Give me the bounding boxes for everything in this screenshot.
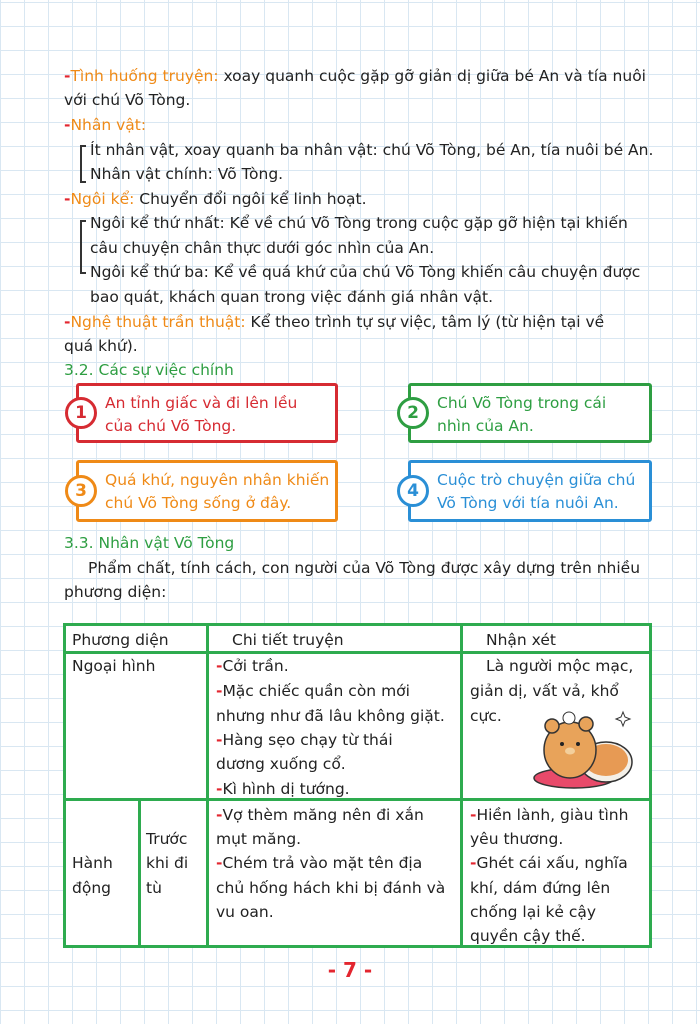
event-box-4 (408, 460, 652, 522)
event-number-1: 1 (65, 397, 97, 429)
row2-aspect-1: Hành (72, 854, 113, 872)
character-para-1: Phẩm chất, tính cách, con người của Võ Tòng được xây dựng trên nhiều (88, 559, 641, 577)
row1-detail-4: -Kì hình dị tướng. (216, 780, 350, 798)
row2-detail-2: -Chém trả vào mặt tên địa (216, 854, 423, 872)
table-header-comment: Nhận xét (486, 631, 556, 649)
ngoi-ke-label: Ngôi kể: (70, 190, 135, 208)
event-text-4: Cuộc trò chuyện giữa chú Võ Tòng với tía nuôi An. (437, 471, 636, 512)
row2-sub-2: khi đi (146, 854, 189, 872)
ngoi-ke-heading: -Ngôi kể: Chuyển đổi ngôi kể linh hoạt. (64, 190, 367, 208)
row1-comment-2: giản dị, vất vả, khổ (470, 682, 619, 700)
row2-detail-1b: mụt măng. (216, 830, 302, 848)
row1-detail-2: -Mặc chiếc quần còn mới (216, 682, 410, 700)
table-col-divider-1 (206, 626, 209, 945)
table-header-details: Chi tiết truyện (232, 631, 344, 649)
nghe-thuat-line2: quá khứ). (64, 337, 138, 355)
row2-detail-1: -Vợ thèm măng nên đi xắn (216, 806, 424, 824)
row2-comment-1b: yêu thương. (470, 830, 564, 848)
row1-aspect: Ngoại hình (72, 657, 156, 675)
row1-detail-3: -Hàng sẹo chạy từ thái (216, 731, 393, 749)
row2-comment-1: -Hiền lành, giàu tình (470, 806, 629, 824)
events-heading: 3.2. Các sự việc chính (64, 361, 234, 379)
row2-comment-2b: khí, dám đứng lên (470, 879, 611, 897)
nhan-vat-item-1: Ít nhân vật, xoay quanh ba nhân vật: chú Võ Tòng, bé An, tía nuôi bé An. (90, 141, 654, 159)
nhan-vat-item-2: Nhân vật chính: Võ Tòng. (90, 165, 284, 183)
row1-detail-3b: dương xuống cổ. (216, 755, 346, 773)
row1-detail-1: -Cởi trần. (216, 657, 289, 675)
event-box-3 (76, 460, 338, 522)
character-heading: 3.3. Nhân vật Võ Tòng (64, 534, 235, 552)
bear-sticker-icon (528, 700, 638, 790)
table-col-divider-2 (460, 626, 463, 945)
event-text-3: Quá khứ, nguyên nhân khiến chú Võ Tòng sống ở đây. (105, 471, 330, 512)
event-text-2: Chú Võ Tòng trong cái nhìn của An. (437, 394, 607, 435)
nghe-thuat-label: Nghệ thuật trần thuật: (70, 313, 246, 331)
page-number: - 7 - (327, 958, 373, 982)
table-subcol-divider (138, 798, 141, 945)
event-number-4: 4 (397, 475, 429, 507)
nghe-thuat-line1: -Nghệ thuật trần thuật: Kể theo trình tự sự việc, tâm lý (từ hiện tại về (64, 313, 605, 331)
event-box-2 (408, 383, 652, 443)
event-number-3: 3 (65, 475, 97, 507)
row2-aspect-2: động (72, 879, 111, 897)
row2-detail-2c: vu oan. (216, 903, 274, 921)
row1-detail-2b: nhưng như đã lâu không giặt. (216, 707, 445, 725)
nhan-vat-label: Nhân vật: (70, 116, 147, 134)
bracket-ngoi-ke (80, 220, 82, 274)
event-number-2: 2 (397, 397, 429, 429)
ngoi-ke-1a: Ngôi kể thứ nhất: Kể về chú Võ Tòng trong cuộc gặp gỡ hiện tại khiến (90, 214, 628, 232)
row1-comment-3: cực. (470, 707, 502, 725)
row1-comment-1: Là người mộc mạc, (486, 657, 634, 675)
bracket-nhan-vat (80, 145, 82, 183)
table-header-aspect: Phương diện (72, 631, 169, 649)
tinh-huong-text: xoay quanh cuộc gặp gỡ giản dị giữa bé An và tía nuôi (218, 67, 646, 85)
row2-sub-3: tù (146, 879, 162, 897)
ngoi-ke-3a: Ngôi kể thứ ba: Kể về quá khứ của chú Võ Tòng khiến câu chuyện được (90, 263, 641, 281)
event-text-1: An tỉnh giấc và đi lên lều của chú Võ Tòng. (105, 394, 298, 435)
row2-comment-2c: chống lại kẻ cậy (470, 903, 597, 921)
row2-comment-2d: quyền cậy thế. (470, 927, 586, 945)
tinh-huong-line2: với chú Võ Tòng. (64, 91, 191, 109)
tinh-huong-line1: -Tình huống truyện: xoay quanh cuộc gặp gỡ giản dị giữa bé An và tía nuôi (64, 67, 646, 85)
ngoi-ke-3b: bao quát, khách quan trong việc đánh giá nhân vật. (90, 288, 494, 306)
ngoi-ke-text: Chuyển đổi ngôi kể linh hoạt. (134, 190, 367, 208)
row2-comment-2: -Ghét cái xấu, nghĩa (470, 854, 628, 872)
ngoi-ke-1b: câu chuyện chân thực dưới góc nhìn của An. (90, 239, 435, 257)
table-row-divider (66, 798, 649, 801)
tinh-huong-label: Tình huống truyện: (70, 67, 219, 85)
nhan-vat-heading: -Nhân vật: (64, 116, 147, 134)
row2-sub-1: Trước (146, 830, 188, 848)
character-para-2: phương diện: (64, 583, 167, 601)
row2-detail-2b: chủ hống hách khi bị đánh và (216, 879, 446, 897)
nghe-thuat-text: Kể theo trình tự sự việc, tâm lý (từ hiện tại về (245, 313, 605, 331)
event-box-1 (76, 383, 338, 443)
